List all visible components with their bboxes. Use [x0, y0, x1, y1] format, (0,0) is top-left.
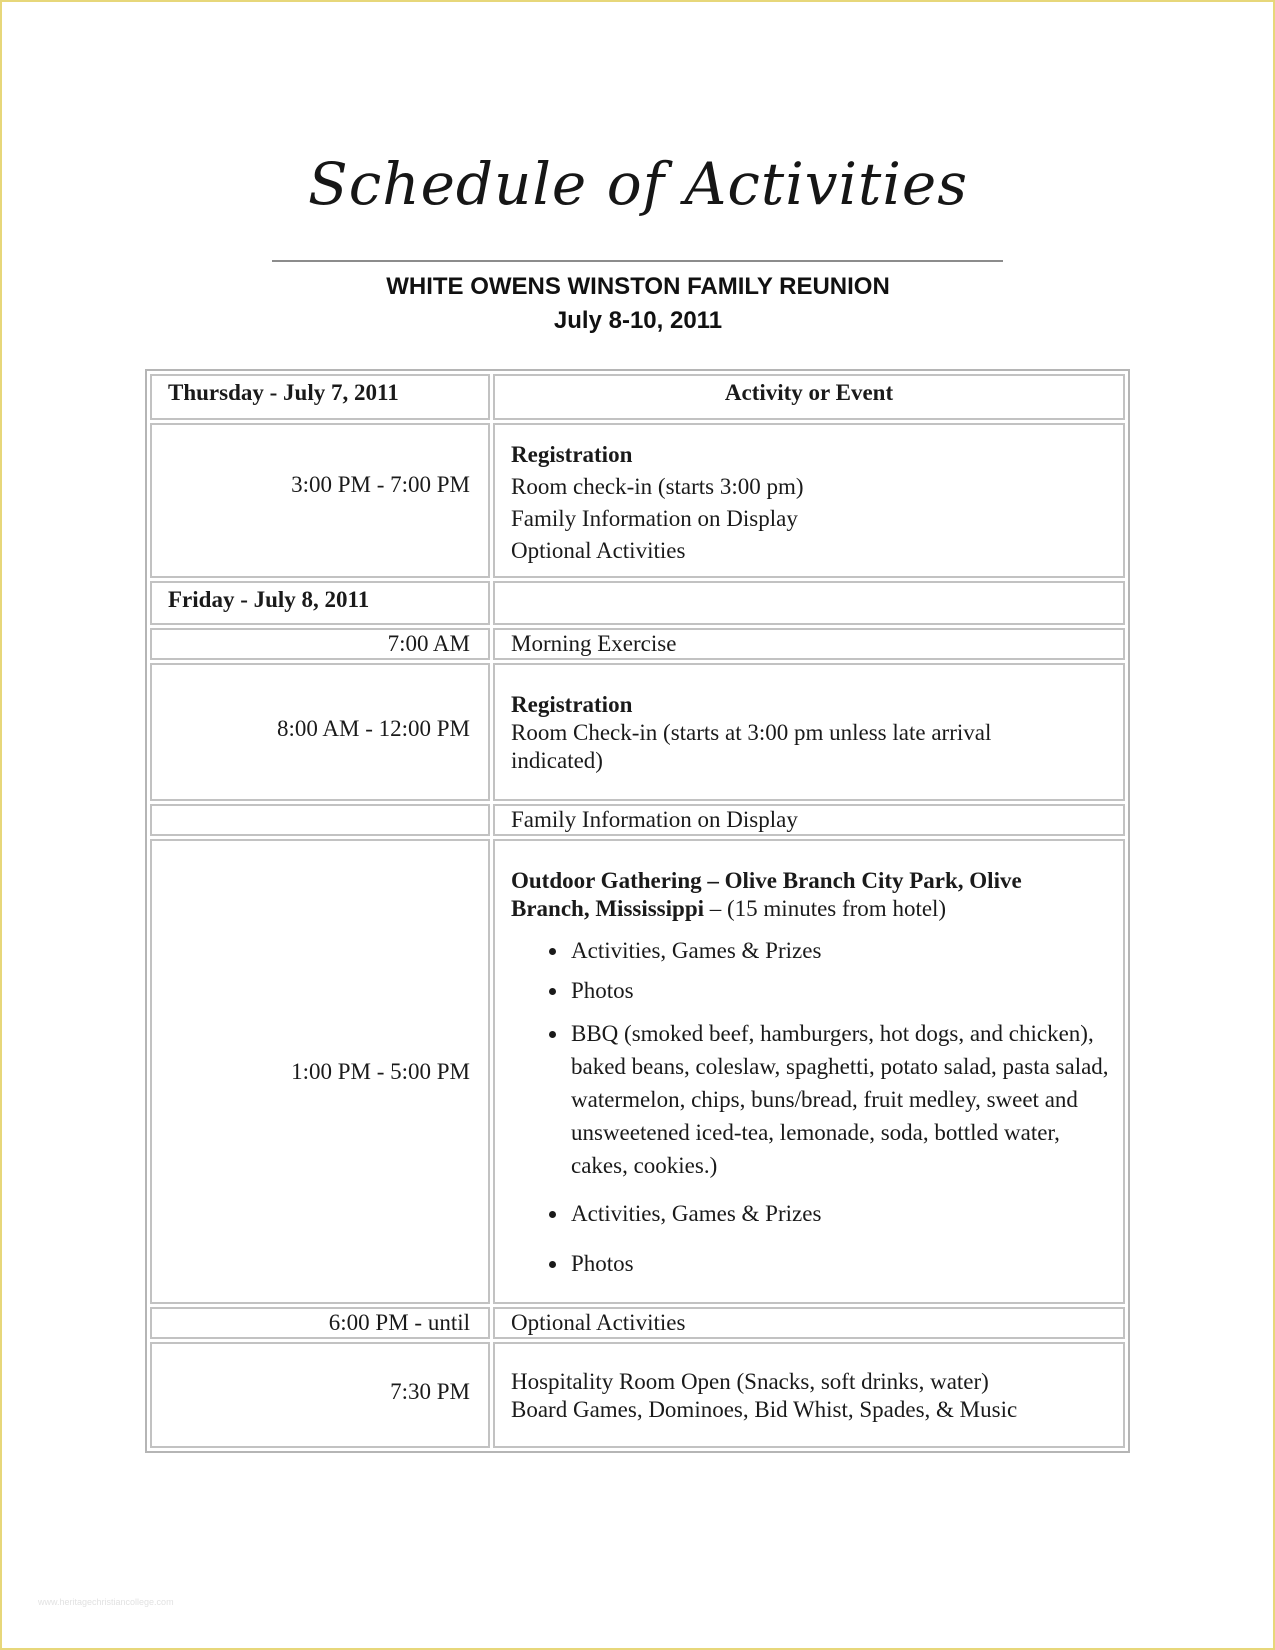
table-row — [150, 628, 1125, 660]
table-header-row — [150, 374, 1125, 420]
activity-cell — [493, 1342, 1125, 1448]
schedule-table — [145, 369, 1130, 1453]
activity-title-bold: Outdoor Gathering – Olive Branch City Park, Olive Branch, Mississippi — [511, 868, 1022, 921]
time-cell: 3:00 PM - 7:00 PM — [150, 423, 490, 578]
list-item: • Activities, Games & Prizes — [569, 1200, 1113, 1228]
time-cell: 1:00 PM - 5:00 PM — [150, 839, 490, 1304]
activity-title: Registration — [511, 442, 633, 467]
activity-cell — [493, 839, 1125, 1304]
table-row — [150, 839, 1125, 1304]
time-cell: 7:30 PM — [150, 1342, 490, 1448]
document-title: Schedule of Activities — [308, 150, 968, 218]
watermark: www.heritagechristiancollege.com — [38, 1597, 174, 1607]
reunion-dates: July 8-10, 2011 — [553, 307, 723, 334]
time-cell: 7:00 AM — [150, 628, 490, 660]
table-row — [150, 1307, 1125, 1339]
day-header-thursday: Thursday - July 7, 2011 — [150, 374, 490, 420]
activity-line: Hospitality Room Open (Snacks, soft drinks, water) — [511, 1369, 989, 1394]
table-row — [150, 804, 1125, 836]
activity-cell — [493, 663, 1125, 801]
activity-title: Registration — [511, 692, 633, 717]
list-item: • BBQ (smoked beef, hamburgers, hot dogs, and chicken), baked beans, coleslaw, spaghetti, potato salad, pasta salad, watermelon, chips, buns/bread, fruit medley, sweet and unsweetened iced-tea, lemonade, soda, bottled water, cakes, cookies.) — [569, 1017, 1113, 1182]
activity-cell: Morning Exercise — [493, 628, 1125, 660]
activity-bullet-list — [511, 937, 1113, 1278]
activity-line: Optional Activities — [511, 538, 686, 563]
activity-line: Family Information on Display — [511, 506, 798, 531]
list-item: • Photos — [569, 977, 1113, 1005]
activity-header: Activity or Event — [493, 374, 1125, 420]
title-rule — [272, 260, 1003, 262]
reunion-heading: WHITE OWENS WINSTON FAMILY REUNION — [386, 273, 890, 300]
day-header-friday: Friday - July 8, 2011 — [150, 581, 490, 625]
activity-cell — [493, 423, 1125, 578]
list-item: • Activities, Games & Prizes — [569, 937, 1113, 965]
table-row — [150, 663, 1125, 801]
empty-cell — [493, 581, 1125, 625]
table-row — [150, 1342, 1125, 1448]
list-item: • Photos — [569, 1250, 1113, 1278]
activity-line: Room check-in (starts 3:00 pm) — [511, 474, 804, 499]
table-row — [150, 581, 1125, 625]
activity-cell: Optional Activities — [493, 1307, 1125, 1339]
time-cell: 8:00 AM - 12:00 PM — [150, 663, 490, 801]
time-cell — [150, 804, 490, 836]
activity-title-rest: – (15 minutes from hotel) — [704, 896, 947, 921]
activity-cell: Family Information on Display — [493, 804, 1125, 836]
activity-title — [511, 867, 1113, 923]
table-row — [150, 423, 1125, 578]
activity-line: Board Games, Dominoes, Bid Whist, Spades, & Music — [511, 1397, 1018, 1422]
activity-line: Room Check-in (starts at 3:00 pm unless late arrival indicated) — [511, 720, 992, 773]
time-cell: 6:00 PM - until — [150, 1307, 490, 1339]
